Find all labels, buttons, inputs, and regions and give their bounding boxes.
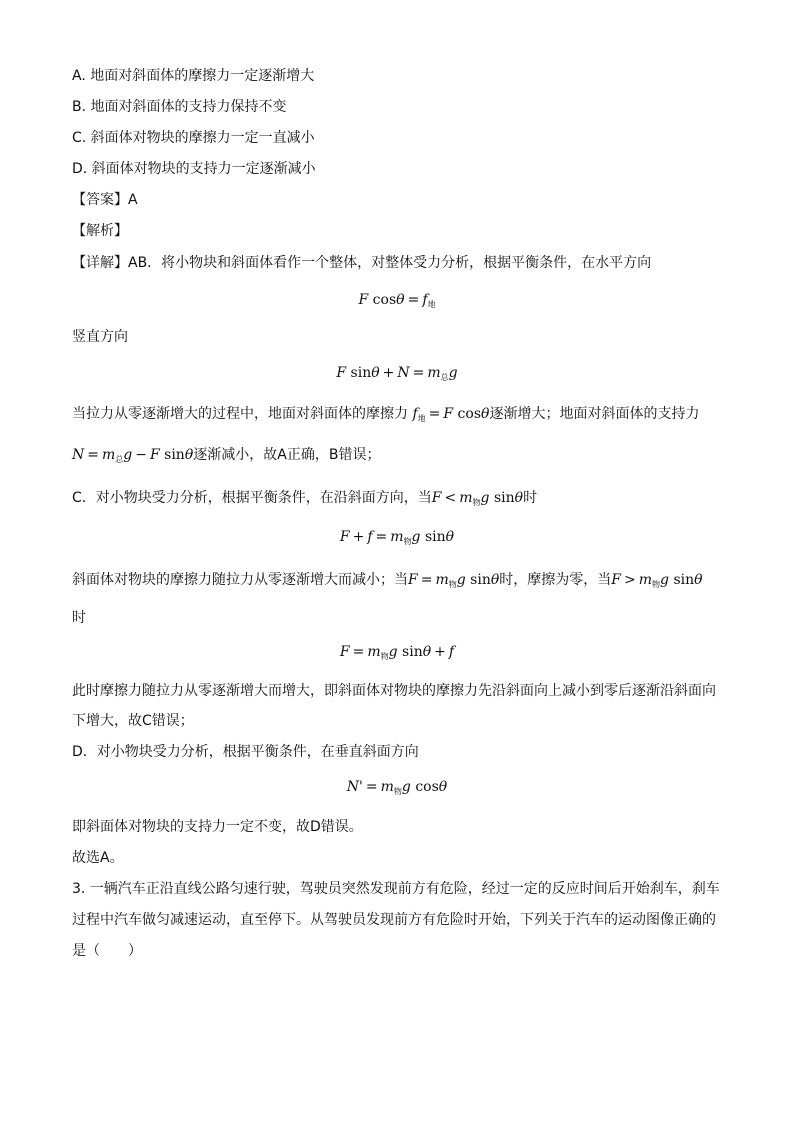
sin-fn: sin bbox=[350, 365, 372, 381]
option-c: C. 斜面体对物块的摩擦力一定一直减小 bbox=[72, 130, 315, 146]
sin-fn-6: sin bbox=[673, 572, 695, 588]
vertical-label: 竖直方向 bbox=[72, 329, 128, 345]
question3-line3: 是（ ） bbox=[72, 943, 142, 959]
equation-c1: $F + f = m_物g$ sinθ bbox=[339, 529, 455, 546]
ab-text2-text: 逐渐减小，故A正确，B错误； bbox=[193, 447, 381, 463]
ab-text1b: 逐渐增大；地面对斜面体的支持力 bbox=[489, 406, 700, 422]
analysis-tag: 【解析】 bbox=[72, 223, 128, 239]
c-text4: 下增大，故C错误； bbox=[72, 713, 194, 729]
sin-fn-2: sin bbox=[164, 447, 185, 463]
c-text2: 时 bbox=[72, 610, 86, 626]
c-intro-a: C．对小物块受力分析，根据平衡条件，在沿斜面方向，当 bbox=[72, 490, 432, 506]
question3-line2: 过程中汽车做匀减速运动，直至停下。从驾驶员发现前方有危险时开始，下列关于汽车的运动图像正确的 bbox=[72, 912, 716, 928]
sub-zong-2: 总 bbox=[115, 455, 124, 464]
ab-text1 bbox=[72, 404, 699, 429]
sub-wu-6: 物 bbox=[393, 787, 402, 796]
equation-d: $N' = m_物g$ cosθ bbox=[346, 779, 448, 796]
detail-ab-intro-text: AB．将小物块和斜面体看作一个整体，对整体受力分析，根据平衡条件，在水平方向 bbox=[128, 255, 652, 271]
option-d: D. 斜面体对物块的支持力一定逐渐减小 bbox=[72, 161, 316, 177]
sin-fn-4: sin bbox=[424, 529, 446, 545]
cos-fn-2: cos bbox=[457, 406, 482, 422]
inline-eq-2: $F = m_物g$ sinθ bbox=[408, 572, 500, 589]
sub-zong: 总 bbox=[440, 373, 449, 382]
question3-line1: 3. 一辆汽车正沿直线公路匀速行驶，驾驶员突然发现前方有危险，经过一定的反应时间后开始刹车，刹车 bbox=[72, 881, 720, 897]
c-intro bbox=[72, 488, 537, 513]
inline-eq-f-di: $f_地 = F$ cosθ bbox=[412, 406, 490, 423]
sub-wu-1: 物 bbox=[472, 498, 481, 507]
equation-vertical: F $\sin\theta + N = m_总g$ bbox=[336, 365, 458, 382]
detail-tag: 【详解】 bbox=[72, 255, 128, 271]
c-text1b: 时，摩擦为零，当 bbox=[499, 572, 612, 588]
equation-c2: $F = m_物g$ sinθ + f bbox=[339, 644, 455, 661]
option-a: A. 地面对斜面体的摩擦力一定逐渐增大 bbox=[72, 68, 315, 84]
sin-fn-5: sin bbox=[470, 572, 491, 588]
sub-wu-4: 物 bbox=[652, 580, 661, 589]
inline-ineq-2: $F > m_物g$ sinθ bbox=[611, 572, 703, 589]
sub-wu-3: 物 bbox=[448, 580, 457, 589]
option-b: B. 地面对斜面体的支持力保持不变 bbox=[72, 99, 287, 115]
c-text3: 此时摩擦力随拉力从零逐渐增大而增大，即斜面体对物块的摩擦力先沿斜面向上减小到零后逐渐沿斜面向 bbox=[72, 683, 716, 699]
ab-text1a: 当拉力从零逐渐增大的过程中，地面对斜面体的摩擦力 bbox=[72, 406, 408, 422]
cos-fn: cos bbox=[372, 292, 397, 308]
answer-tag: 【答案】 bbox=[72, 192, 128, 208]
sin-fn-7: sin bbox=[402, 644, 423, 660]
sub-wu-2: 物 bbox=[403, 537, 412, 546]
cos-fn-3: cos bbox=[415, 779, 439, 795]
c-text1a: 斜面体对物块的摩擦力随拉力从零逐渐增大而减小；当 bbox=[72, 572, 408, 588]
detail-ab-intro bbox=[72, 253, 651, 273]
answer-value: A bbox=[128, 192, 138, 208]
equation-horizontal: F $\cos\theta = f_地$ bbox=[358, 292, 436, 309]
inline-ineq-1: $F < m_物g$ sinθ bbox=[431, 490, 524, 507]
sub-di-2: 地 bbox=[417, 414, 426, 423]
sin-fn-3: sin bbox=[493, 490, 515, 506]
conclusion: 故选A。 bbox=[72, 850, 124, 866]
sub-di: 地 bbox=[427, 300, 436, 309]
c-text1 bbox=[72, 570, 703, 595]
c-intro-b: 时 bbox=[523, 490, 538, 506]
answer-line bbox=[72, 190, 138, 210]
d-intro: D．对小物块受力分析，根据平衡条件，在垂直斜面方向 bbox=[72, 744, 419, 760]
sub-wu-5: 物 bbox=[380, 652, 389, 661]
d-text: 即斜面体对物块的支持力一定不变，故D错误。 bbox=[72, 819, 363, 835]
ab-text2 bbox=[72, 445, 380, 470]
inline-eq-n: $N = m_总g - F$ sinθ bbox=[72, 447, 194, 464]
